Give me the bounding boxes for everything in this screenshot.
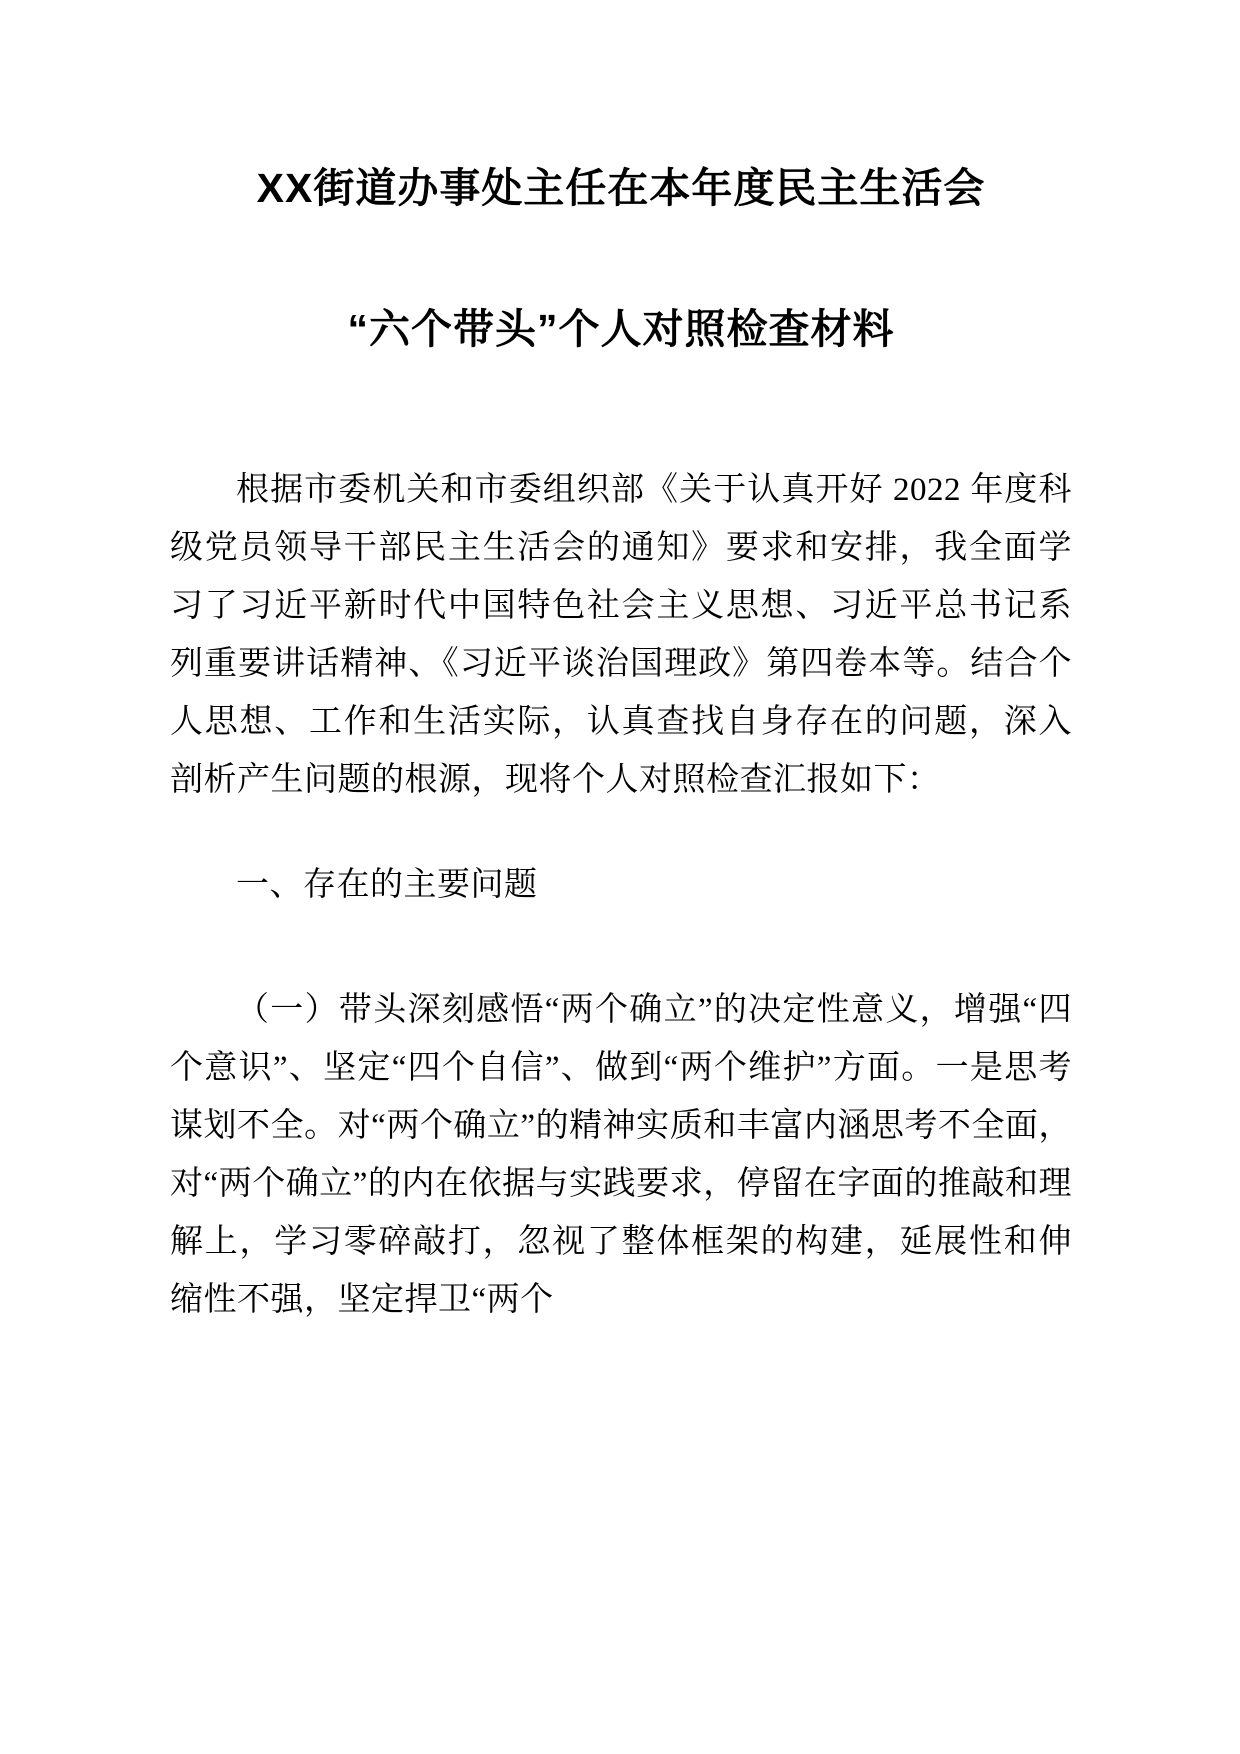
document-title-line-1: XX街道办事处主任在本年度民主生活会 [256,165,986,211]
document-title-line-2: “六个带头”个人对照检查材料 [347,306,895,353]
paragraph-issue-one: （一）带头深刻感悟“两个确立”的决定性意义，增强“四个意识”、坚定“四个自信”、做到“两个维护”方面。一是思考谋划不全。对“两个确立”的精神实质和丰富内涵思考不全面，对“两个确立”的内在依据与实践要求，停留在字面的推敲和理解上，学习零碎敲打，忽视了整体框架的构建，延展性和伸缩性不强，坚定捍卫“两个 [170,992,1072,1319]
paragraph-introduction: 根据市委机关和市委组织部《关于认真开好 2022 年度科级党员领导干部民主生活会的通知》要求和安排，我全面学习了习近平新时代中国特色社会主义思想、习近平总书记系列重要讲话精神、《习近平谈治国理政》第四卷本等。结合个人思想、工作和生活实际，认真查找自身存在的问题，深入剖析产生问题的根源，现将个人对照检查汇报如下： [170,472,1072,799]
section-heading-main-problems: 一、存在的主要问题 [236,867,538,904]
